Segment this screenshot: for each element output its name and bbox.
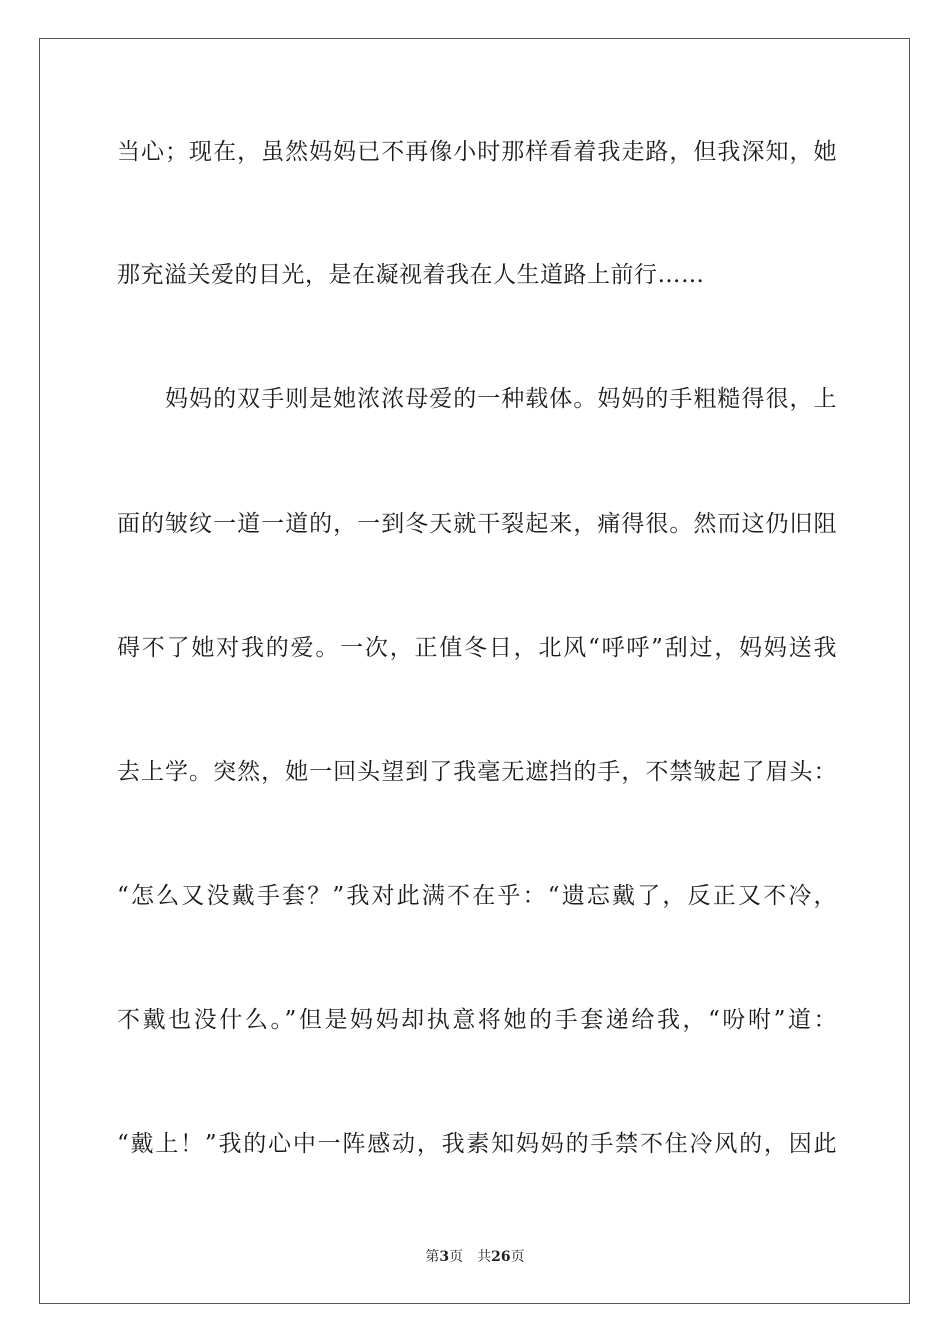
- total-label-prefix: 共: [477, 1249, 492, 1265]
- text-line: 碍不了她对我的爱。一次，正值冬日，北风“呼呼”刮过，妈妈送我: [117, 635, 837, 661]
- total-pages: 26: [491, 1249, 511, 1265]
- text-line: “戴上！”我的心中一阵感动，我素知妈妈的手禁不住冷风的，因此: [117, 1131, 837, 1157]
- text-line: “怎么又没戴手套？”我对此满不在乎：“遗忘戴了，反正又不冷，: [117, 883, 837, 909]
- total-label-suffix: 页: [510, 1249, 525, 1265]
- text-line: 不戴也没什么。”但是妈妈却执意将她的手套递给我，“吩咐”道：: [117, 1007, 837, 1033]
- text-line: 去上学。突然，她一回头望到了我毫无遮挡的手，不禁皱起了眉头：: [117, 759, 837, 785]
- page-border: [39, 38, 910, 1304]
- page-label-suffix: 页: [449, 1249, 464, 1265]
- page-footer: [0, 1248, 950, 1266]
- text-line: 妈妈的双手则是她浓浓母爱的一种载体。妈妈的手粗糙得很，上: [117, 386, 837, 412]
- page-label-prefix: 第: [425, 1249, 440, 1265]
- text-line: 面的皱纹一道一道的，一到冬天就干裂起来，痛得很。然而这仍旧阻: [117, 511, 837, 537]
- text-line: 当心；现在，虽然妈妈已不再像小时那样看着我走路，但我深知，她: [117, 139, 837, 165]
- page-number: 3: [439, 1249, 450, 1265]
- text-line: 那充溢关爱的目光，是在凝视着我在人生道路上前行……: [117, 262, 705, 288]
